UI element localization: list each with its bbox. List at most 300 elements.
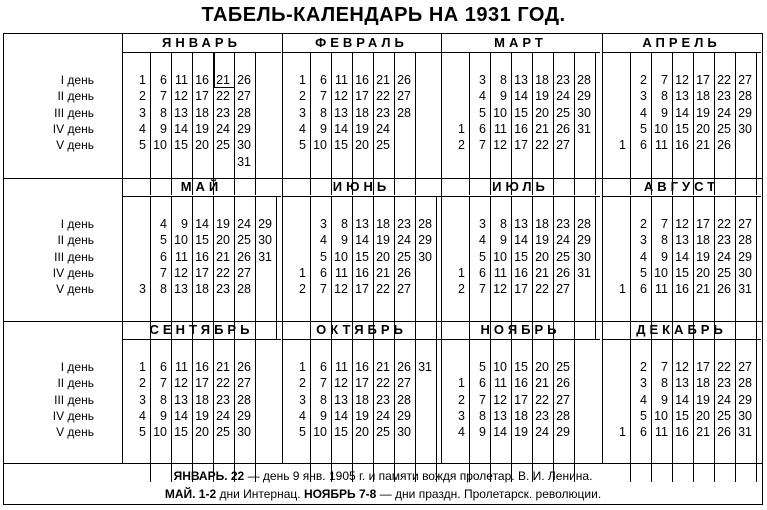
footer-jan-text: — день 9 янв. 1905 г. и памяти вождя пролетар. В. И. Ленина. <box>244 469 593 483</box>
day-number: 23 <box>216 282 230 297</box>
month-header-line <box>602 339 761 340</box>
day-number: 30 <box>577 249 591 264</box>
day-number: 3 <box>299 105 306 120</box>
day-number: 3 <box>299 392 306 407</box>
day-number: 14 <box>514 89 528 104</box>
day-number: 18 <box>696 89 710 104</box>
day-number: 15 <box>675 121 689 136</box>
day-number: 29 <box>237 408 251 423</box>
day-number: 27 <box>397 282 411 297</box>
day-number: 9 <box>181 217 188 231</box>
day-number: 4 <box>640 392 647 407</box>
day-number: 25 <box>717 265 731 280</box>
day-number: 22 <box>535 392 549 407</box>
day-number: 19 <box>355 408 369 423</box>
day-number: 26 <box>237 360 251 374</box>
day-number: 1 <box>139 73 146 87</box>
day-number: 20 <box>195 425 209 440</box>
day-number: 14 <box>334 408 348 423</box>
day-number: 14 <box>675 392 689 407</box>
day-number: 7 <box>320 89 327 104</box>
day-number: 24 <box>535 425 549 440</box>
day-number: 1 <box>619 282 626 297</box>
footer-nov-date: НОЯБРЬ 7-8 <box>303 487 377 501</box>
day-number: 6 <box>640 282 647 297</box>
day-number: 5 <box>299 138 306 153</box>
day-number: 16 <box>514 376 528 391</box>
day-number: 23 <box>216 105 230 120</box>
day-number: 14 <box>514 233 528 248</box>
day-number: 24 <box>216 408 230 423</box>
day-number: 3 <box>640 233 647 248</box>
day-number: 31 <box>237 154 251 169</box>
day-number: 8 <box>320 392 327 407</box>
day-number: 12 <box>675 217 689 231</box>
day-number: 16 <box>355 265 369 280</box>
day-number: 25 <box>397 249 411 264</box>
day-number: 19 <box>696 392 710 407</box>
day-number: 12 <box>493 138 507 153</box>
day-number: 12 <box>174 89 188 104</box>
day-number: 22 <box>717 217 731 231</box>
day-number: 16 <box>675 425 689 440</box>
day-number: 27 <box>738 360 752 374</box>
day-number: 28 <box>738 233 752 248</box>
day-number: 31 <box>738 282 752 297</box>
day-number: 21 <box>696 425 710 440</box>
day-number: 28 <box>738 376 752 391</box>
day-label-1: I день <box>60 217 94 231</box>
day-number: 13 <box>334 105 348 120</box>
day-number: 2 <box>139 376 146 391</box>
footer-nov-text: — дни праздн. Пролетарск. революции. <box>376 487 602 501</box>
month-header-line <box>282 52 441 53</box>
day-number: 19 <box>376 233 390 248</box>
day-number: 21 <box>216 249 230 264</box>
month-header-line <box>602 52 761 53</box>
day-number: 26 <box>717 282 731 297</box>
day-number: 1 <box>299 73 306 87</box>
day-number: 10 <box>654 121 668 136</box>
day-number: 2 <box>458 138 465 153</box>
day-number: 17 <box>195 89 209 104</box>
day-number: 13 <box>355 217 369 231</box>
month-name: МАРТ <box>494 35 547 50</box>
day-number: 14 <box>174 121 188 136</box>
day-number: 19 <box>355 121 369 136</box>
day-number: 1 <box>299 360 306 374</box>
day-number: 14 <box>675 105 689 120</box>
day-number: 23 <box>717 233 731 248</box>
page-title: ТАБЕЛЬ-КАЛЕНДАРЬ НА 1931 ГОД. <box>201 4 566 26</box>
day-number: 18 <box>535 73 549 87</box>
day-number: 9 <box>661 392 668 407</box>
day-number: 16 <box>195 249 209 264</box>
day-number: 4 <box>479 89 486 104</box>
day-number: 13 <box>675 376 689 391</box>
day-number: 30 <box>738 408 752 423</box>
month-header-line <box>441 52 600 53</box>
day-number: 16 <box>675 282 689 297</box>
day-number: 23 <box>717 89 731 104</box>
day-label-3: III день <box>54 392 94 407</box>
day-number: 20 <box>535 249 549 264</box>
day-number: 7 <box>479 392 486 407</box>
day-number: 1 <box>458 121 465 136</box>
day-number: 31 <box>738 425 752 440</box>
day-number: 7 <box>160 89 167 104</box>
day-number: 20 <box>376 249 390 264</box>
day-number: 14 <box>334 121 348 136</box>
day-column-line <box>436 339 437 482</box>
day-number: 24 <box>717 105 731 120</box>
month-header-line <box>122 52 281 53</box>
day-number: 6 <box>640 138 647 153</box>
day-number: 8 <box>500 73 507 87</box>
day-number: 17 <box>355 376 369 391</box>
day-number: 29 <box>738 105 752 120</box>
day-number: 8 <box>661 89 668 104</box>
day-number: 3 <box>320 217 327 231</box>
day-number: 26 <box>397 265 411 280</box>
day-number: 8 <box>661 376 668 391</box>
day-number: 16 <box>355 360 369 374</box>
day-number: 15 <box>514 105 528 120</box>
day-number: 19 <box>195 121 209 136</box>
day-number: 23 <box>216 392 230 407</box>
day-number: 28 <box>237 392 251 407</box>
day-number: 3 <box>139 282 146 297</box>
day-number: 24 <box>556 89 570 104</box>
day-number: 24 <box>717 249 731 264</box>
day-number: 26 <box>556 376 570 391</box>
day-number: 10 <box>493 105 507 120</box>
day-number: 7 <box>160 265 167 280</box>
day-number: 10 <box>493 249 507 264</box>
day-number: 5 <box>640 265 647 280</box>
day-number: 26 <box>556 265 570 280</box>
day-number: 28 <box>397 392 411 407</box>
day-number: 5 <box>320 249 327 264</box>
day-number: 27 <box>397 89 411 104</box>
day-number: 21 <box>376 73 390 87</box>
day-number: 12 <box>493 282 507 297</box>
day-number: 29 <box>577 89 591 104</box>
day-number: 4 <box>640 105 647 120</box>
day-number: 12 <box>174 265 188 280</box>
day-label-3: III день <box>54 249 94 264</box>
day-number: 5 <box>479 249 486 264</box>
day-number: 15 <box>675 408 689 423</box>
day-number: 6 <box>479 121 486 136</box>
day-number: 20 <box>535 105 549 120</box>
day-number: 26 <box>717 138 731 153</box>
day-number: 7 <box>661 73 668 87</box>
day-number: 9 <box>160 408 167 423</box>
day-number: 13 <box>493 408 507 423</box>
day-number: 20 <box>355 138 369 153</box>
day-number: 6 <box>160 249 167 264</box>
day-number: 17 <box>195 265 209 280</box>
day-number: 22 <box>216 376 230 391</box>
day-number: 27 <box>237 376 251 391</box>
day-number: 17 <box>355 282 369 297</box>
day-number: 12 <box>334 282 348 297</box>
day-number: 14 <box>675 249 689 264</box>
day-number: 2 <box>640 73 647 87</box>
day-number: 26 <box>556 121 570 136</box>
day-number: 1 <box>619 425 626 440</box>
day-number: 6 <box>640 425 647 440</box>
day-number: 11 <box>335 73 348 87</box>
month-header-line <box>441 196 600 197</box>
day-number: 13 <box>675 233 689 248</box>
day-number: 18 <box>195 392 209 407</box>
day-number: 25 <box>376 425 390 440</box>
day-number: 7 <box>160 376 167 391</box>
day-number: 4 <box>160 217 167 231</box>
day-number: 17 <box>514 138 528 153</box>
day-number: 14 <box>174 408 188 423</box>
month-header-line <box>441 339 600 340</box>
day-number: 5 <box>139 425 146 440</box>
day-number: 27 <box>556 138 570 153</box>
footer-may-text: дни Интернац. <box>216 487 304 501</box>
day-number: 29 <box>577 233 591 248</box>
day-number: 16 <box>514 265 528 280</box>
day-number: 11 <box>335 360 348 374</box>
day-number: 19 <box>696 249 710 264</box>
day-number: 25 <box>556 249 570 264</box>
day-number: 30 <box>237 138 251 153</box>
day-number: 28 <box>237 282 251 297</box>
month-header-line <box>282 196 441 197</box>
day-number: 25 <box>717 408 731 423</box>
day-number: 25 <box>216 138 230 153</box>
day-number: 6 <box>160 360 167 374</box>
day-number: 9 <box>661 249 668 264</box>
day-number: 16 <box>195 360 209 374</box>
day-number: 4 <box>139 121 146 136</box>
highlighted-day-box <box>214 52 235 88</box>
day-number: 29 <box>258 217 272 231</box>
day-number: 21 <box>376 265 390 280</box>
day-number: 3 <box>139 392 146 407</box>
day-number: 15 <box>514 249 528 264</box>
day-number: 11 <box>494 265 507 280</box>
day-number: 15 <box>195 233 209 248</box>
day-number: 22 <box>216 265 230 280</box>
day-number: 28 <box>577 217 591 231</box>
day-number: 31 <box>418 360 432 374</box>
day-number: 30 <box>258 233 272 248</box>
day-number: 22 <box>376 89 390 104</box>
day-number: 4 <box>458 425 465 440</box>
day-number: 5 <box>479 360 486 374</box>
day-number: 15 <box>334 138 348 153</box>
day-number: 9 <box>479 425 486 440</box>
day-number: 10 <box>174 233 188 248</box>
day-number: 24 <box>556 233 570 248</box>
day-column-line <box>595 196 596 339</box>
day-number: 12 <box>493 392 507 407</box>
day-column-line <box>756 196 757 339</box>
day-number: 27 <box>738 217 752 231</box>
day-number: 11 <box>655 138 668 153</box>
day-number: 7 <box>320 376 327 391</box>
day-number: 3 <box>479 73 486 87</box>
day-number: 23 <box>376 105 390 120</box>
day-number: 6 <box>320 73 327 87</box>
day-number: 18 <box>696 376 710 391</box>
day-number: 4 <box>299 121 306 136</box>
day-number: 6 <box>320 360 327 374</box>
day-number: 2 <box>458 282 465 297</box>
day-number: 28 <box>397 105 411 120</box>
month-name: НОЯБРЬ <box>480 322 561 337</box>
day-number: 18 <box>514 408 528 423</box>
day-number: 22 <box>717 360 731 374</box>
day-number: 15 <box>514 360 528 374</box>
day-label-2: II день <box>57 233 94 248</box>
day-number: 9 <box>661 105 668 120</box>
day-number: 15 <box>174 425 188 440</box>
day-number: 4 <box>479 233 486 248</box>
day-number: 25 <box>717 121 731 136</box>
day-number: 10 <box>493 360 507 374</box>
month-name: ЯНВАРЬ <box>162 35 241 50</box>
day-number: 20 <box>696 408 710 423</box>
day-number: 10 <box>654 408 668 423</box>
day-number: 29 <box>418 233 432 248</box>
day-number: 18 <box>355 105 369 120</box>
month-name: АВГУСТ <box>643 179 720 194</box>
day-number: 29 <box>738 249 752 264</box>
day-number: 4 <box>320 233 327 248</box>
day-number: 31 <box>577 265 591 280</box>
day-number: 19 <box>696 105 710 120</box>
day-number: 20 <box>355 425 369 440</box>
day-number: 24 <box>717 392 731 407</box>
day-number: 17 <box>514 392 528 407</box>
month-name: ИЮЛЬ <box>492 179 549 194</box>
day-number: 31 <box>577 121 591 136</box>
day-number: 24 <box>237 217 251 231</box>
day-number: 3 <box>640 376 647 391</box>
day-number: 30 <box>738 265 752 280</box>
day-number: 8 <box>160 282 167 297</box>
day-number: 5 <box>640 121 647 136</box>
day-number: 22 <box>535 282 549 297</box>
day-number: 12 <box>334 376 348 391</box>
day-number: 10 <box>153 425 167 440</box>
day-number: 19 <box>195 408 209 423</box>
day-number: 28 <box>577 73 591 87</box>
block-separator-2 <box>282 34 283 463</box>
day-column-line <box>276 196 277 339</box>
day-number: 21 <box>376 360 390 374</box>
day-number: 15 <box>334 425 348 440</box>
day-column-line <box>415 52 416 195</box>
day-number: 11 <box>335 265 348 280</box>
day-number: 29 <box>738 392 752 407</box>
day-number: 7 <box>479 138 486 153</box>
day-number: 21 <box>535 265 549 280</box>
day-number: 23 <box>535 408 549 423</box>
day-number: 8 <box>160 105 167 120</box>
day-number: 11 <box>655 282 668 297</box>
day-number: 17 <box>696 73 710 87</box>
day-number: 29 <box>556 425 570 440</box>
day-column-line <box>756 52 757 195</box>
day-number: 17 <box>514 282 528 297</box>
month-name: ДЕКАБРЬ <box>636 322 727 337</box>
day-number: 13 <box>334 392 348 407</box>
day-number: 18 <box>195 105 209 120</box>
day-label-1: I день <box>60 73 94 87</box>
day-number: 17 <box>696 217 710 231</box>
day-number: 1 <box>619 138 626 153</box>
day-number: 27 <box>237 89 251 104</box>
day-number: 19 <box>535 89 549 104</box>
day-number: 22 <box>535 138 549 153</box>
block-separator-4 <box>602 34 603 463</box>
day-number: 24 <box>216 121 230 136</box>
day-number: 2 <box>299 376 306 391</box>
day-number: 17 <box>696 360 710 374</box>
day-number: 7 <box>479 282 486 297</box>
day-number: 23 <box>556 73 570 87</box>
day-number: 5 <box>640 408 647 423</box>
day-number: 25 <box>216 425 230 440</box>
day-number: 15 <box>355 249 369 264</box>
day-number: 3 <box>139 105 146 120</box>
day-number: 7 <box>661 217 668 231</box>
day-label-4: IV день <box>52 121 94 136</box>
day-label-4: IV день <box>52 265 94 280</box>
day-number: 21 <box>535 376 549 391</box>
day-number: 4 <box>640 249 647 264</box>
day-number: 16 <box>355 73 369 87</box>
block-separator-3 <box>441 34 442 463</box>
day-number: 20 <box>535 360 549 374</box>
day-column-line <box>436 196 437 339</box>
day-number: 15 <box>675 265 689 280</box>
day-number: 27 <box>397 376 411 391</box>
month-name: ИЮНЬ <box>332 179 391 194</box>
row-separator-3 <box>3 463 763 464</box>
day-number: 25 <box>376 138 390 153</box>
day-number: 30 <box>418 249 432 264</box>
day-number: 26 <box>717 425 731 440</box>
footer-may-date: МАЙ. 1-2 <box>164 487 217 501</box>
day-number: 27 <box>738 73 752 87</box>
day-number: 20 <box>195 138 209 153</box>
day-number: 2 <box>299 282 306 297</box>
day-number: 9 <box>320 408 327 423</box>
day-label-3: III день <box>54 105 94 120</box>
day-number: 17 <box>195 376 209 391</box>
day-number: 24 <box>376 121 390 136</box>
block-separator-1 <box>122 34 123 463</box>
day-number: 4 <box>139 408 146 423</box>
day-number: 8 <box>320 105 327 120</box>
day-number: 28 <box>418 217 432 231</box>
month-header-line <box>282 339 441 340</box>
day-number: 21 <box>216 73 230 87</box>
day-label-4: IV день <box>52 408 94 423</box>
day-number: 23 <box>717 376 731 391</box>
